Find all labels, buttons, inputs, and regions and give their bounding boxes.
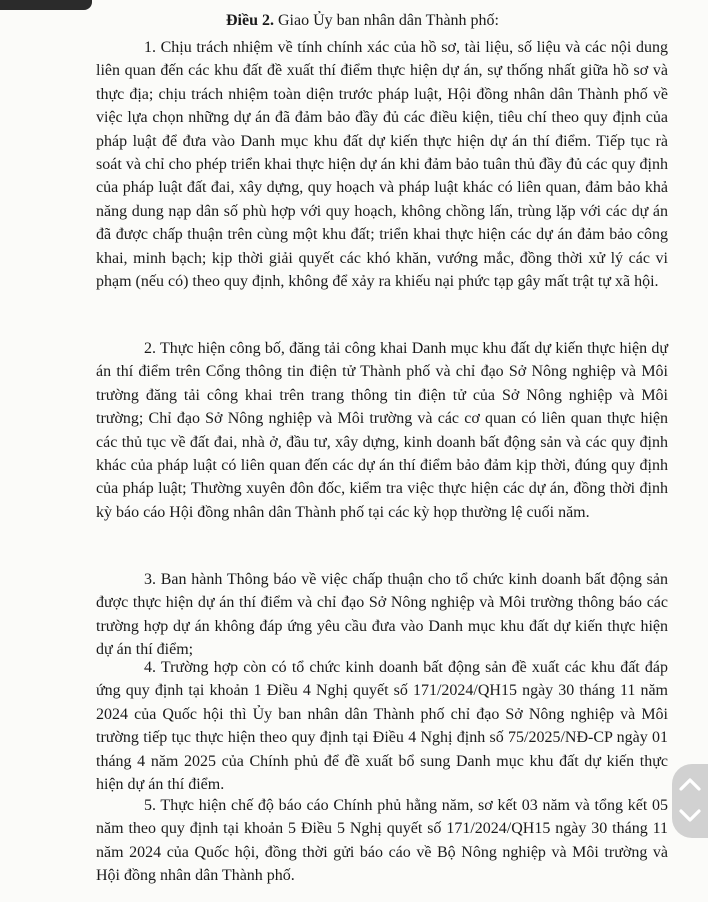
chevron-down-icon[interactable] — [672, 804, 708, 828]
top-tab-handle — [0, 0, 92, 10]
article-label: Điều 2. — [226, 12, 274, 29]
article-heading — [226, 9, 499, 32]
paragraph-4: 4. Trường hợp còn có tổ chức kinh doanh bất động sản đề xuất các khu đất đáp ứng quy định tại khoản 1 Điều 4 Nghị quyết số 171/2024/QH15 ngày 30 tháng 11 năm 2024 của Quốc hội thì Ủy ban nhân dân Thành phố chỉ đạo Sở Nông nghiệp và Môi trường tiếp tục thực hiện theo quy định tại Điều 4 Nghị định số 75/2025/NĐ-CP ngày 01 tháng 4 năm 2025 của Chính phủ để đề xuất bổ sung Danh mục khu đất dự kiến thực hiện dự án thí điểm. — [96, 659, 668, 794]
paragraph-5: 5. Thực hiện chế độ báo cáo Chính phủ hằng năm, sơ kết 03 năm và tổng kết 05 năm theo quy định tại khoản 5 Điều 5 Nghị quyết số 171/2024/QH15 ngày 30 tháng 11 năm 2024 của Quốc hội, đồng thời gửi báo cáo về Bộ Nông nghiệp và Môi trường và Hội đồng nhân dân Thành phố. — [96, 797, 668, 885]
article-title: Giao Ủy ban nhân dân Thành phố: — [274, 12, 499, 29]
paragraph-2: 2. Thực hiện công bố, đăng tải công khai Danh mục khu đất dự kiến thực hiện dự án thí điểm trên Cổng thông tin điện tử Thành phố và chỉ đạo Sở Nông nghiệp và Môi trường đăng tải công khai trên trang thông tin điện tử của Sở Nông nghiệp và Môi trường; Chỉ đạo Sở Nông nghiệp và Môi trường và các cơ quan có liên quan thực hiện các thủ tục về đất đai, nhà ở, đầu tư, xây dựng, kinh doanh bất động sản và các quy định khác của pháp luật có liên quan đến các dự án thí điểm bảo đảm kịp thời, đúng quy định của pháp luật; Thường xuyên đôn đốc, kiểm tra việc thực hiện các dự án, đồng thời định kỳ báo cáo Hội đồng nhân dân Thành phố tại các kỳ họp thường lệ cuối năm. — [96, 340, 668, 521]
scroll-control — [672, 764, 708, 838]
chevron-up-icon[interactable] — [672, 772, 708, 796]
paragraph-1: 1. Chịu trách nhiệm về tính chính xác của hồ sơ, tài liệu, số liệu và các nội dung liên quan đến các khu đất đề xuất thí điểm thực hiện dự án, sự thống nhất giữa hồ sơ và thực địa; chịu trách nhiệm toàn diện trước pháp luật, Hội đồng nhân dân Thành phố về việc lựa chọn những dự án đã đảm bảo đầy đủ các điều kiện, tiêu chí theo quy định của pháp luật để đưa vào Danh mục khu đất dự kiến thực hiện dự án thí điểm. Tiếp tục rà soát và chỉ cho phép triển khai thực hiện dự án khi đảm bảo tuân thủ đầy đủ các quy định của pháp luật đất đai, xây dựng, quy hoạch và pháp luật khác có liên quan, đảm bảo khả năng dung nạp dân số phù hợp với quy hoạch, không chồng lấn, trùng lặp với các dự án đã được chấp thuận trên cùng một khu đất; triển khai thực hiện các dự án đảm bảo công khai, minh bạch; kịp thời giải quyết các khó khăn, vướng mắc, đồng thời xử lý các vi phạm (nếu có) theo quy định, không để xảy ra khiếu nại phức tạp gây mất trật tự xã hội. — [96, 39, 668, 291]
paragraph-3: 3. Ban hành Thông báo về việc chấp thuận cho tổ chức kinh doanh bất động sản được thực hiện dự án thí điểm và chỉ đạo Sở Nông nghiệp và Môi trường thông báo các trường hợp dự án không đáp ứng yêu cầu đưa vào Danh mục khu đất dự kiến thực hiện dự án thí điểm; — [96, 571, 668, 659]
